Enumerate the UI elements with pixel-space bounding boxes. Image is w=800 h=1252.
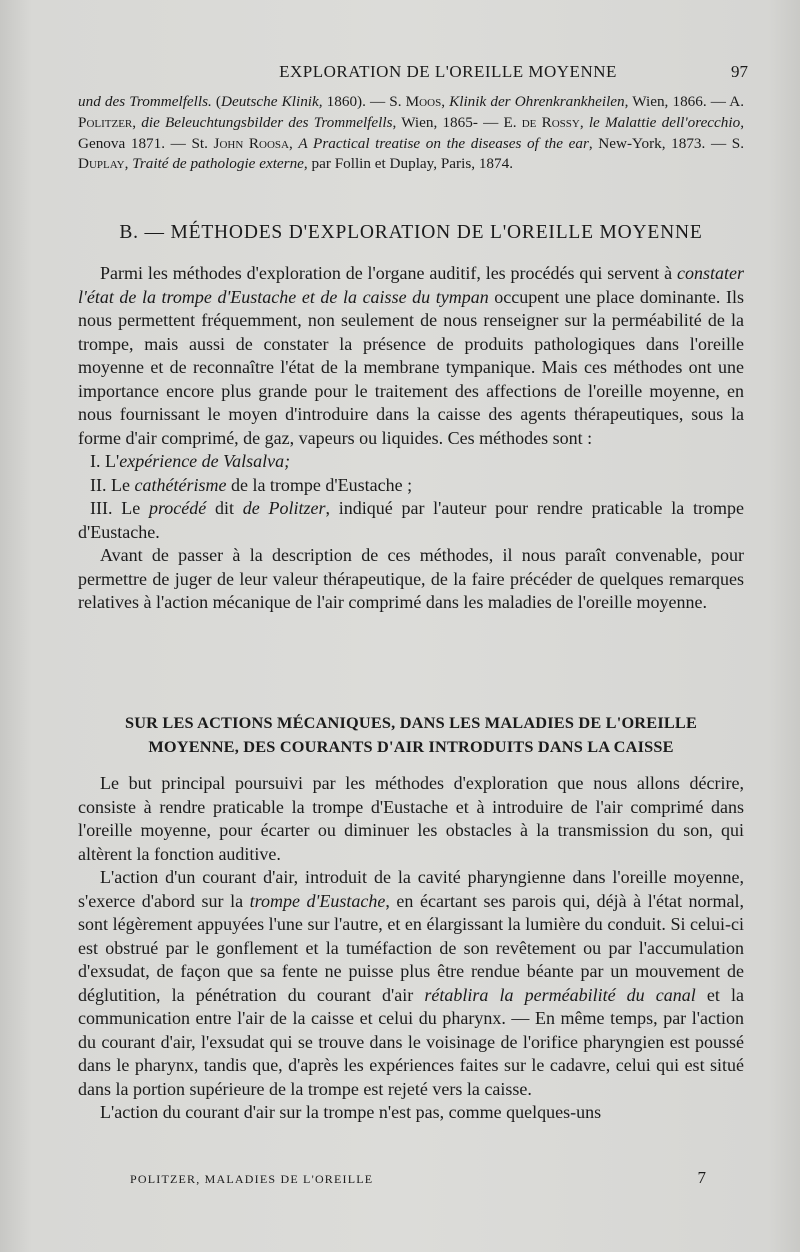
subsection-title-line-2: MOYENNE, DES COURANTS D'AIR INTRODUITS DANS LA CAISSE [148,737,674,756]
running-title: EXPLORATION DE L'OREILLE MOYENNE [279,62,617,81]
paragraph [78,262,744,450]
author-name: Duplay [78,155,125,173]
text-run: III. Le [90,498,149,518]
italic-run: le Malattie dell'orecchio [588,113,741,131]
paragraph [78,474,744,498]
italic-run: Traité de pathologie externe [132,155,304,173]
subsection-title [78,711,744,759]
text-run: , Wien, 1865- — E. [392,113,522,131]
text-run: , New-York, 1873. — S. [588,134,745,152]
section-title: B. — MÉTHODES D'EXPLORATION DE L'OREILLE MOYENNE [119,222,703,243]
italic-run: trompe d'Eustache [249,890,386,911]
paragraph [78,1101,744,1125]
text-run: II. Le [90,474,135,495]
text-run: , [579,113,589,131]
author-name: Politzer [78,113,133,131]
italic-run: expérience de Valsalva; [119,451,291,471]
paragraph [78,497,744,544]
text-run: , [124,155,133,173]
italic-run: procédé [148,498,207,518]
text-run: de la trompe d'Eustache ; [226,474,413,495]
bibliography-paragraph [78,92,744,175]
italic-run: Klinik der Ohrenkrankheilen [449,93,625,110]
text-run: ( [211,93,221,110]
italic-run: Deutsche Klinik, [221,93,323,110]
text-run: , Wien, 1866. — A. [624,93,744,110]
running-head [78,62,748,86]
paragraph [78,866,744,1101]
paragraph [78,450,744,474]
italic-run: constater l'état de la trompe d'Eustache et de la caisse du tympan [78,263,744,307]
page-footer [78,1168,744,1194]
text-run: L'action d'un courant d'air, introduit de la cavité pharyngienne dans l'oreille moyenne, s'exerce d'abord sur la [78,867,744,911]
text-run: , Genova 1871. — St. [78,113,744,152]
printer-signature: POLITZER, MALADIES DE L'OREILLE [130,1172,374,1186]
text-run: 1860). — S. [322,93,406,110]
text-run: et la communication entre l'air de la caisse et celui du pharynx. — En même temps, par l'action du courant d'air, l'exsudat qui se trouve dans le voisinage de l'orifice pharyngien est poussé dans le pharynx, tandis que, d'après les expériences faites sur le cadavre, celui qui est situé dans la portion supérieure de la trompe est rejeté vers la caisse. [78,984,745,1099]
text-run: , indiqué par l'auteur pour rendre praticable la trompe d'Eustache. [78,498,744,542]
page-number: 97 [731,62,748,81]
italic-run: A Practical treatise on the diseases of the ear [298,134,589,152]
text-run: occupent une place dominante. Ils nous permettent fréquemment, non seulement de nous renseigner sur la perméabilité de la trompe, mais aussi de constater la présence de produits pathologiques dans l'oreille moyenne et de reconnaître l'état de la membrane tympanique. Mais ces méthodes ont une importance encore plus grande pour le traitement des affections de l'oreille moyenne, en nous fournissant le moyen d'introduire dans la caisse des agents thérapeutiques, sous la forme d'air comprimé, de gaz, vapeurs ou liquides. Ces méthodes sont : [78,286,744,448]
author-name: Moos [405,93,442,110]
text-run: Le but principal poursuivi par les méthodes d'exploration que nous allons décrire, consiste à rendre praticable la trompe d'Eustache et à introduire de l'air comprimé dans l'oreille moyenne, pour écarter ou diminuer les obstacles à la transmission du son, qui altèrent la fonction auditive. [78,773,744,864]
signature-number: 7 [697,1168,706,1187]
text-run: I. L' [90,451,120,471]
author-name: de Rossy [521,113,580,131]
text-run: Parmi les méthodes d'exploration de l'organe auditif, les procédés qui servent à [100,263,677,283]
body-text-subsection [78,772,744,1125]
body-text-section-b [78,262,744,615]
text-run: L'action du courant d'air sur la trompe n'est pas, comme quelques-uns [100,1102,602,1122]
italic-run: de Politzer [242,498,326,518]
italic-run: und des Trommelfells. [78,93,212,110]
text-run: , [132,113,142,131]
italic-run: rétablira la perméabilité du canal [424,984,696,1005]
text-run: Avant de passer à la description de ces méthodes, il nous paraît convenable, pour permettre de juger de leur valeur thérapeutique, de la faire précéder de quelques remarques relatives à l'action mécanique de l'air comprimé dans les maladies de l'oreille moyenne. [78,545,744,612]
author-name: John Roosa [213,134,289,152]
paragraph [78,772,744,866]
text-run: dit [206,498,243,518]
paragraph [78,544,744,615]
italic-run: die Beleuchtungsbilder des Trommelfells [141,113,393,131]
text-run: , [441,93,450,110]
text-run: , [289,134,299,152]
italic-run: cathétérisme [134,474,227,495]
subsection-title-line-1: SUR LES ACTIONS MÉCANIQUES, DANS LES MALADIES DE L'OREILLE [124,713,698,732]
text-run: , par Follin et Duplay, Paris, 1874. [303,155,513,173]
text-run: , en écartant ses parois qui, déjà à l'état normal, sont légèrement appuyées l'une sur l'autre, et en élargissant la lumière du conduit. Si celui-ci est obstrué par le gonflement et la tuméfaction de son revêtement ou par l'accumulation d'exsudat, de façon que sa fente ne puisse plus être rendue béante par un mouvement de déglutition, la pénétration du courant d'air [78,890,744,1005]
